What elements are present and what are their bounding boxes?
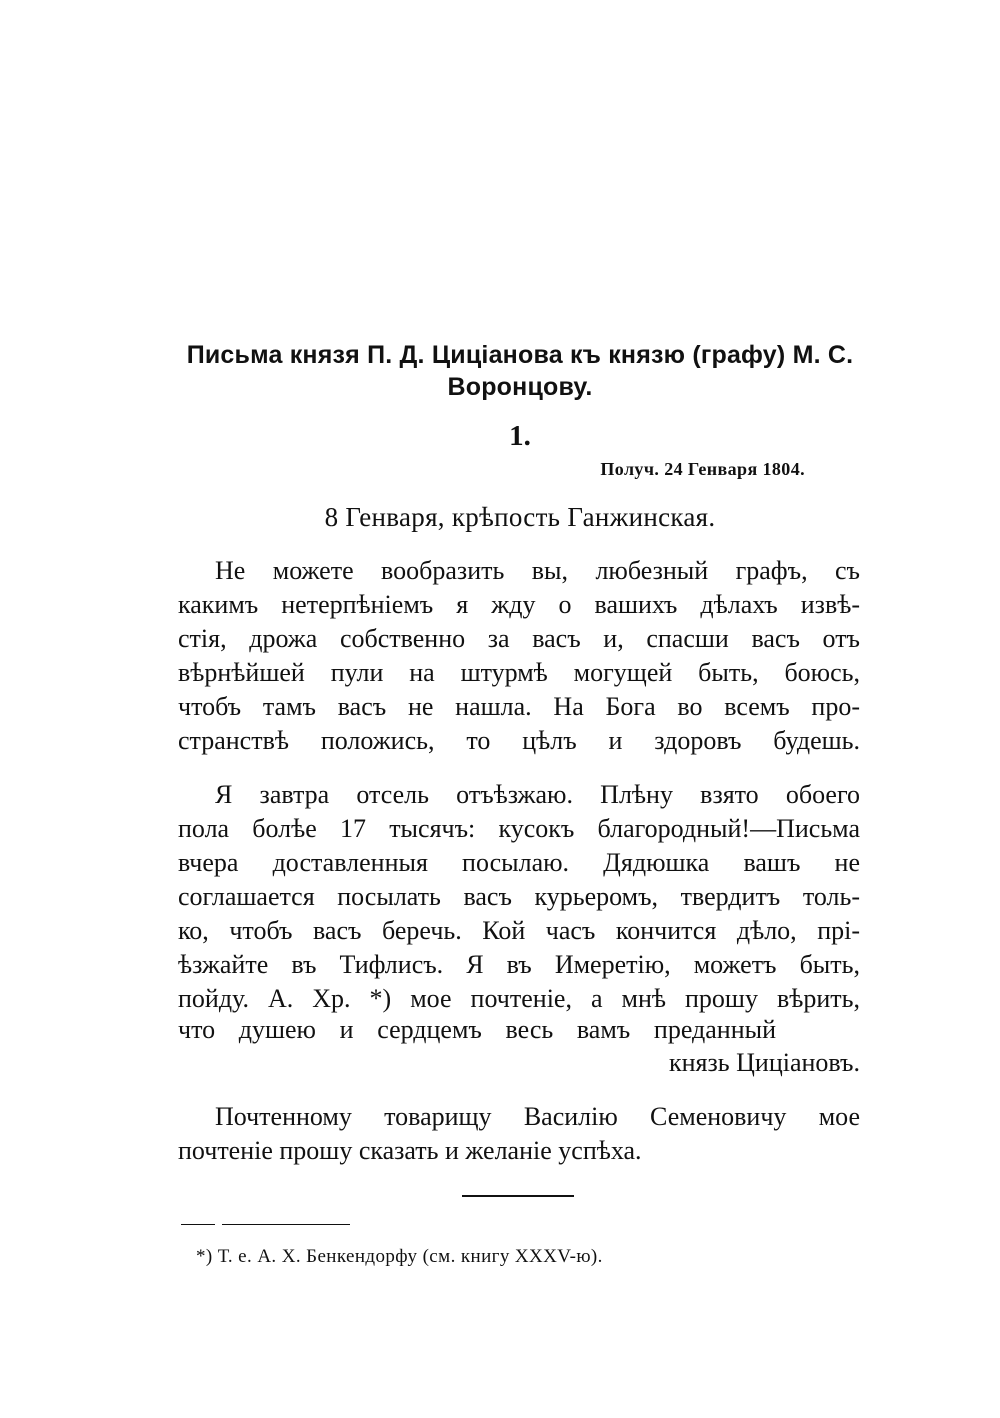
- section-divider: [462, 1195, 574, 1197]
- postscript-line: почтеніе прошу сказать и желаніе успѣха.: [178, 1136, 642, 1165]
- paragraph-line: пола болѣе 17 тысячъ: кусокъ благородный!—Письма: [178, 814, 860, 843]
- paragraph-line: соглашается посылать васъ курьеромъ, твердитъ толь-: [178, 882, 860, 911]
- received-note: Получ. 24 Генваря 1804.: [600, 459, 805, 479]
- postscript-line: Почтенному товарищу Василію Семеновичу мое: [215, 1102, 860, 1131]
- letter-number: 1.: [509, 420, 531, 452]
- footnote-rule: [181, 1224, 215, 1225]
- footnote: *) Т. е. А. Х. Бенкендорфу (см. книгу XXXV-ю).: [196, 1246, 603, 1267]
- paragraph-line: что душею и сердцемъ весь вамъ преданный: [178, 1015, 776, 1044]
- footnote-rule: [222, 1224, 350, 1225]
- paragraph-line: вчера доставленныя посылаю. Дядюшка вашъ не: [178, 848, 860, 877]
- paragraph-line: чтобъ тамъ васъ не нашла. На Бога во всемъ про-: [178, 692, 860, 721]
- title-line-2: Воронцову.: [447, 373, 593, 401]
- place-date: 8 Генваря, крѣпость Ганжинская.: [324, 502, 716, 532]
- paragraph-line: ѣзжайте въ Тифлисъ. Я въ Имеретію, можетъ быть,: [178, 950, 860, 979]
- title-line-1: Письма князя П. Д. Циціанова къ князю (графу) М. С.: [186, 341, 854, 369]
- paragraph-line: какимъ нетерпѣніемъ я жду о вашихъ дѣлахъ извѣ-: [178, 590, 860, 619]
- paragraph-line: вѣрнѣйшей пули на штурмѣ могущей быть, боюсь,: [178, 658, 860, 687]
- paragraph-line: странствѣ положись, то цѣлъ и здоровъ будешь.: [178, 726, 860, 755]
- paragraph-line: стія, дрожа собственно за васъ и, спасши васъ отъ: [178, 624, 860, 653]
- signature: князь Циціановъ.: [669, 1048, 860, 1077]
- paragraph-line: пойду. А. Хр. *) мое почтеніе, а мнѣ прошу вѣрить,: [178, 984, 860, 1013]
- paragraph-line: Не можете вообразить вы, любезный графъ, съ: [215, 556, 860, 585]
- paragraph-line: Я завтра отсель отъѣзжаю. Плѣну взято обоего: [215, 780, 860, 809]
- paragraph-line: ко, чтобъ васъ беречь. Кой часъ кончится дѣло, прі-: [178, 916, 860, 945]
